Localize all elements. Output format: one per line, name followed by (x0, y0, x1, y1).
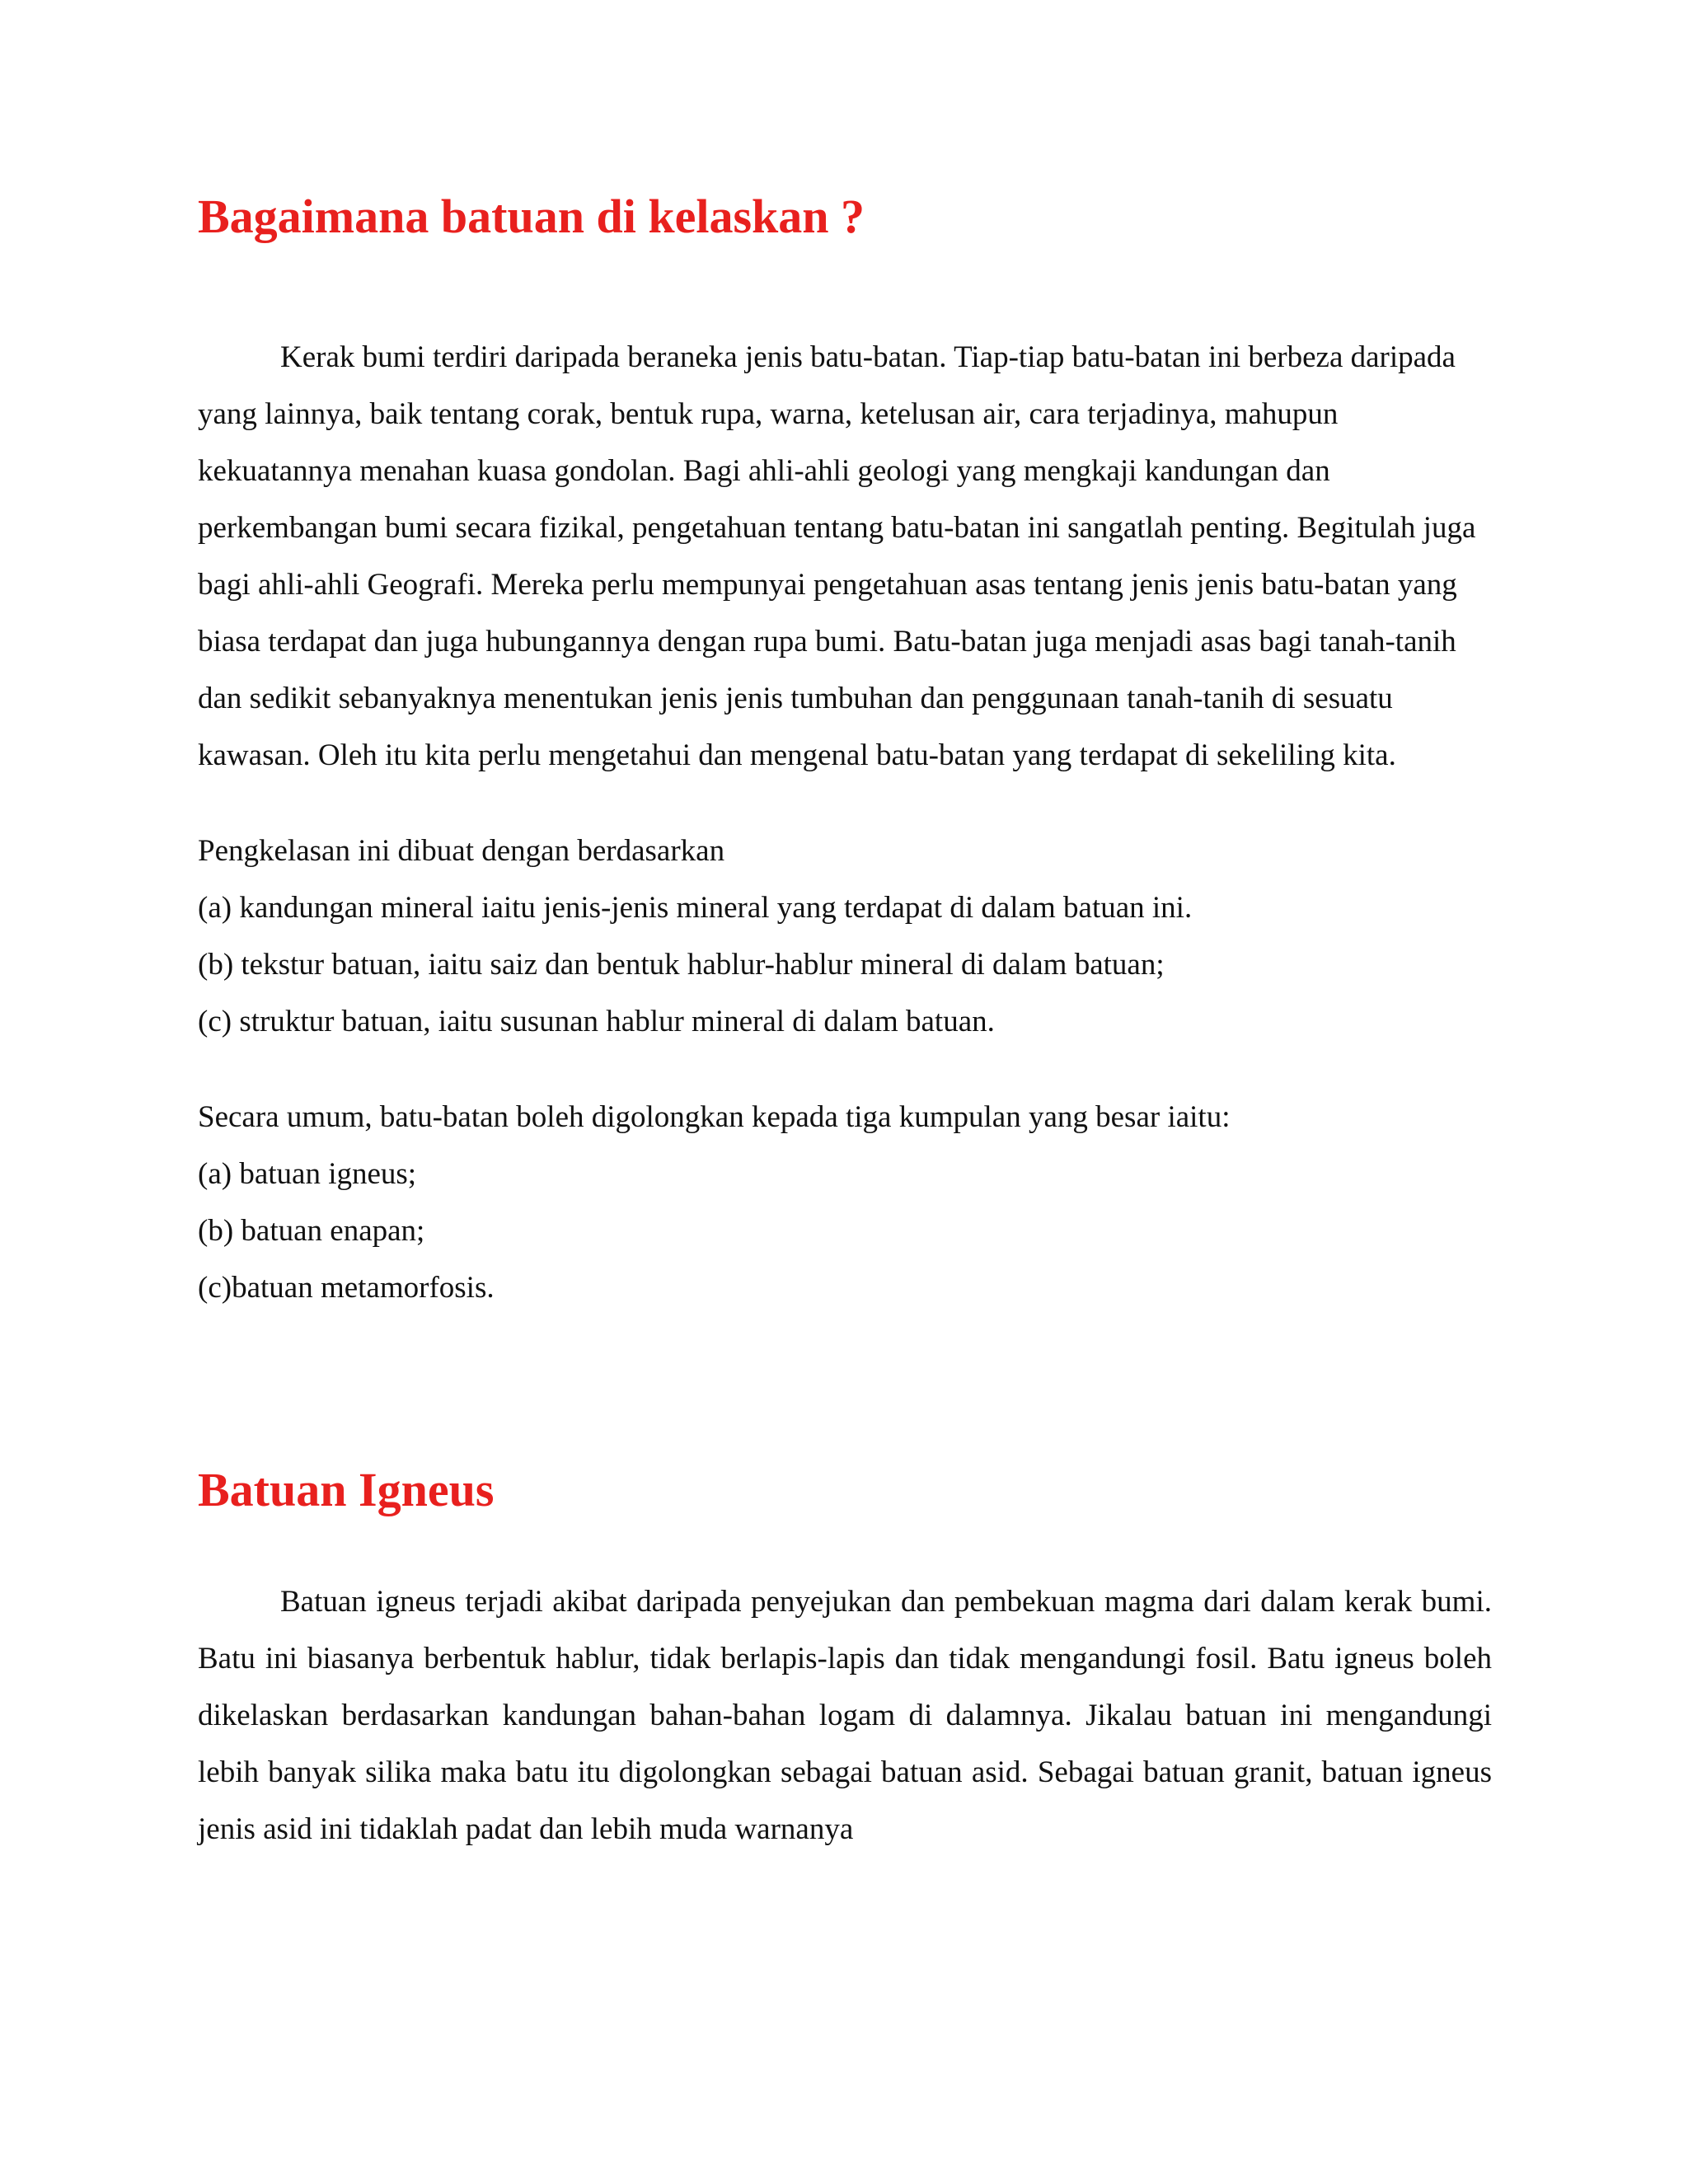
criteria-item-a: (a) kandungan mineral iaitu jenis-jenis mineral yang terdapat di dalam batuan ini. (198, 890, 1193, 925)
group-item-b: (b) batuan enapan; (198, 1213, 425, 1248)
group-item-a: (a) batuan igneus; (198, 1156, 417, 1191)
section-heading-classification: Bagaimana batuan di kelaskan ? (198, 190, 865, 243)
groups-intro: Secara umum, batu-batan boleh digolongkan kepada tiga kumpulan yang besar iaitu: (198, 1099, 1231, 1134)
section-heading-igneous: Batuan Igneus (198, 1462, 495, 1516)
criteria-item-c: (c) struktur batuan, iaitu susunan hablur mineral di dalam batuan. (198, 1004, 995, 1038)
criteria-item-b: (b) tekstur batuan, iaitu saiz dan bentuk hablur-hablur mineral di dalam batuan; (198, 947, 1165, 982)
criteria-block (198, 823, 1492, 1050)
page-content (198, 190, 1492, 1858)
igneous-paragraph: Batuan igneus terjadi akibat daripada penyejukan dan pembekuan magma dari dalam kerak bumi. Batu ini biasanya berbentuk hablur, tidak berlapis-lapis dan tidak mengandungi fosil. Batu igneus boleh dikelaskan berdasarkan kandungan bahan-bahan logam di dalamnya. Jikalau batuan ini mengandungi lebih banyak silika maka batu itu digolongkan sebagai batuan asid. Sebagai batuan granit, batuan igneus jenis asid ini tidaklah padat dan lebih muda warnanya (198, 1585, 1492, 1847)
intro-paragraph: Kerak bumi terdiri daripada beraneka jenis batu-batan. Tiap-tiap batu-batan ini berbeza daripada yang lainnya, baik tentang corak, bentuk rupa, warna, ketelusan air, cara terjadinya, mahupun kekuatannya menahan kuasa gondolan. Bagi ahli-ahli geologi yang mengkaji kandungan dan perkembangan bumi secara fizikal, pengetahuan tentang batu-batan ini sangatlah penting. Begitulah juga bagi ahli-ahli Geografi. Mereka perlu mempunyai pengetahuan asas tentang jenis jenis batu-batan yang biasa terdapat dan juga hubungannya dengan rupa bumi. Batu-batan juga menjadi asas bagi tanah-tanih dan sedikit sebanyaknya menentukan jenis jenis tumbuhan dan penggunaan tanah-tanih di sesuatu kawasan. Oleh itu kita perlu mengetahui dan mengenal batu-batan yang terdapat di sekeliling kita. (198, 340, 1476, 772)
criteria-intro: Pengkelasan ini dibuat dengan berdasarkan (198, 833, 725, 868)
groups-block (198, 1089, 1492, 1316)
group-item-c: (c)batuan metamorfosis. (198, 1270, 495, 1305)
